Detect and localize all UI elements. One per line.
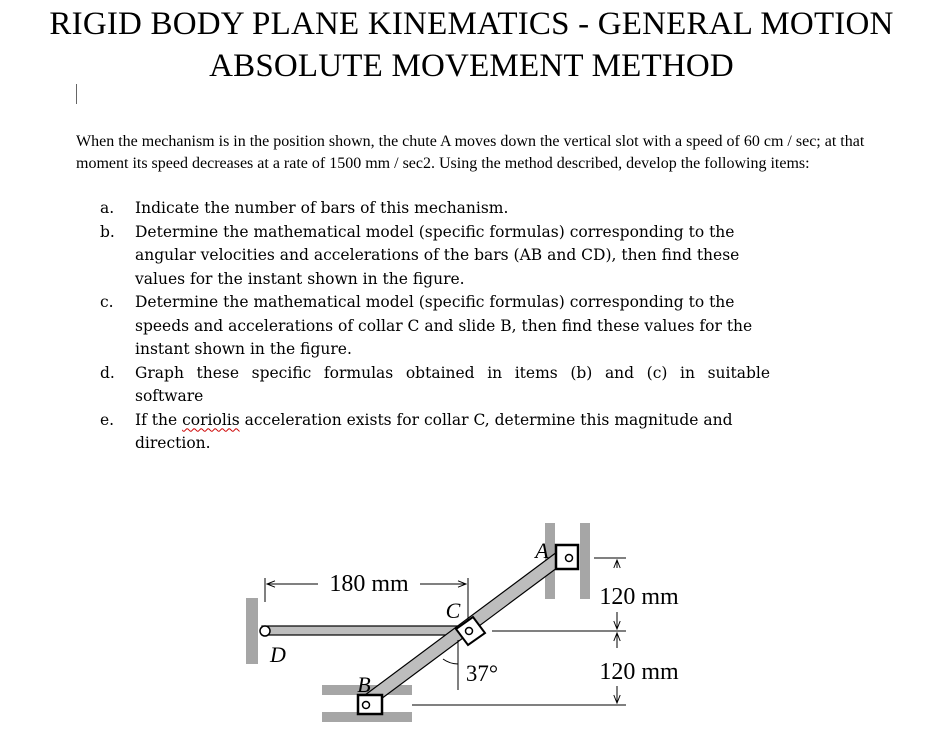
item-text: Indicate the number of bars of this mechanism. xyxy=(135,199,509,217)
item-label: d. xyxy=(100,363,115,382)
angle-label: 37° xyxy=(465,661,499,686)
problem-statement: When the mechanism is in the position shown, the chute A moves down the vertical slot with a speed of 60 cm / sec; at that moment its speed decreases at a rate of 1500 mm / sec2. Using the method described, develop the following items: xyxy=(76,133,865,172)
bar-cd xyxy=(262,626,470,635)
item-text-line-1: Graph these specific formulas obtained in items (b) and (c) in suitable xyxy=(135,363,770,382)
dimension-180-label: 180 mm xyxy=(329,571,409,597)
item-text: Determine the mathematical model (specific formulas) corresponding to the angular velocities and accelerations of the bars (AB and CD), then find these values for the instant shown in the figure. xyxy=(135,222,740,288)
dimension-lower-label: 120 mm xyxy=(599,659,679,685)
item-text-line-2: software xyxy=(135,387,204,405)
slider-b xyxy=(358,695,382,714)
label-c: C xyxy=(445,598,461,623)
item-label: c. xyxy=(100,293,114,311)
slider-a xyxy=(556,545,578,569)
item-label: b. xyxy=(100,222,115,241)
page-title-line-1: RIGID BODY PLANE KINEMATICS - GENERAL MOTION xyxy=(49,6,894,42)
spellcheck-word[interactable]: coriolis xyxy=(182,410,240,429)
item-text-end: acceleration exists for collar C, determine this magnitude and direction. xyxy=(135,410,733,452)
dimension-upper-label: 120 mm xyxy=(599,584,679,610)
item-text: Determine the mathematical model (specific formulas) corresponding to the speeds and accelerations of collar C and slide B, then find these values for the instant shown in the figure. xyxy=(135,293,753,358)
angle-arc xyxy=(443,659,458,664)
item-label: a. xyxy=(100,199,115,217)
item-label: e. xyxy=(100,410,115,429)
label-d: D xyxy=(270,642,286,667)
label-b: B xyxy=(357,672,371,697)
label-a: A xyxy=(535,538,549,563)
page-title-line-2: ABSOLUTE MOVEMENT METHOD xyxy=(209,48,734,84)
wall-support-d xyxy=(246,598,258,664)
pin-d xyxy=(260,626,270,636)
item-text-start: If the xyxy=(135,410,183,429)
